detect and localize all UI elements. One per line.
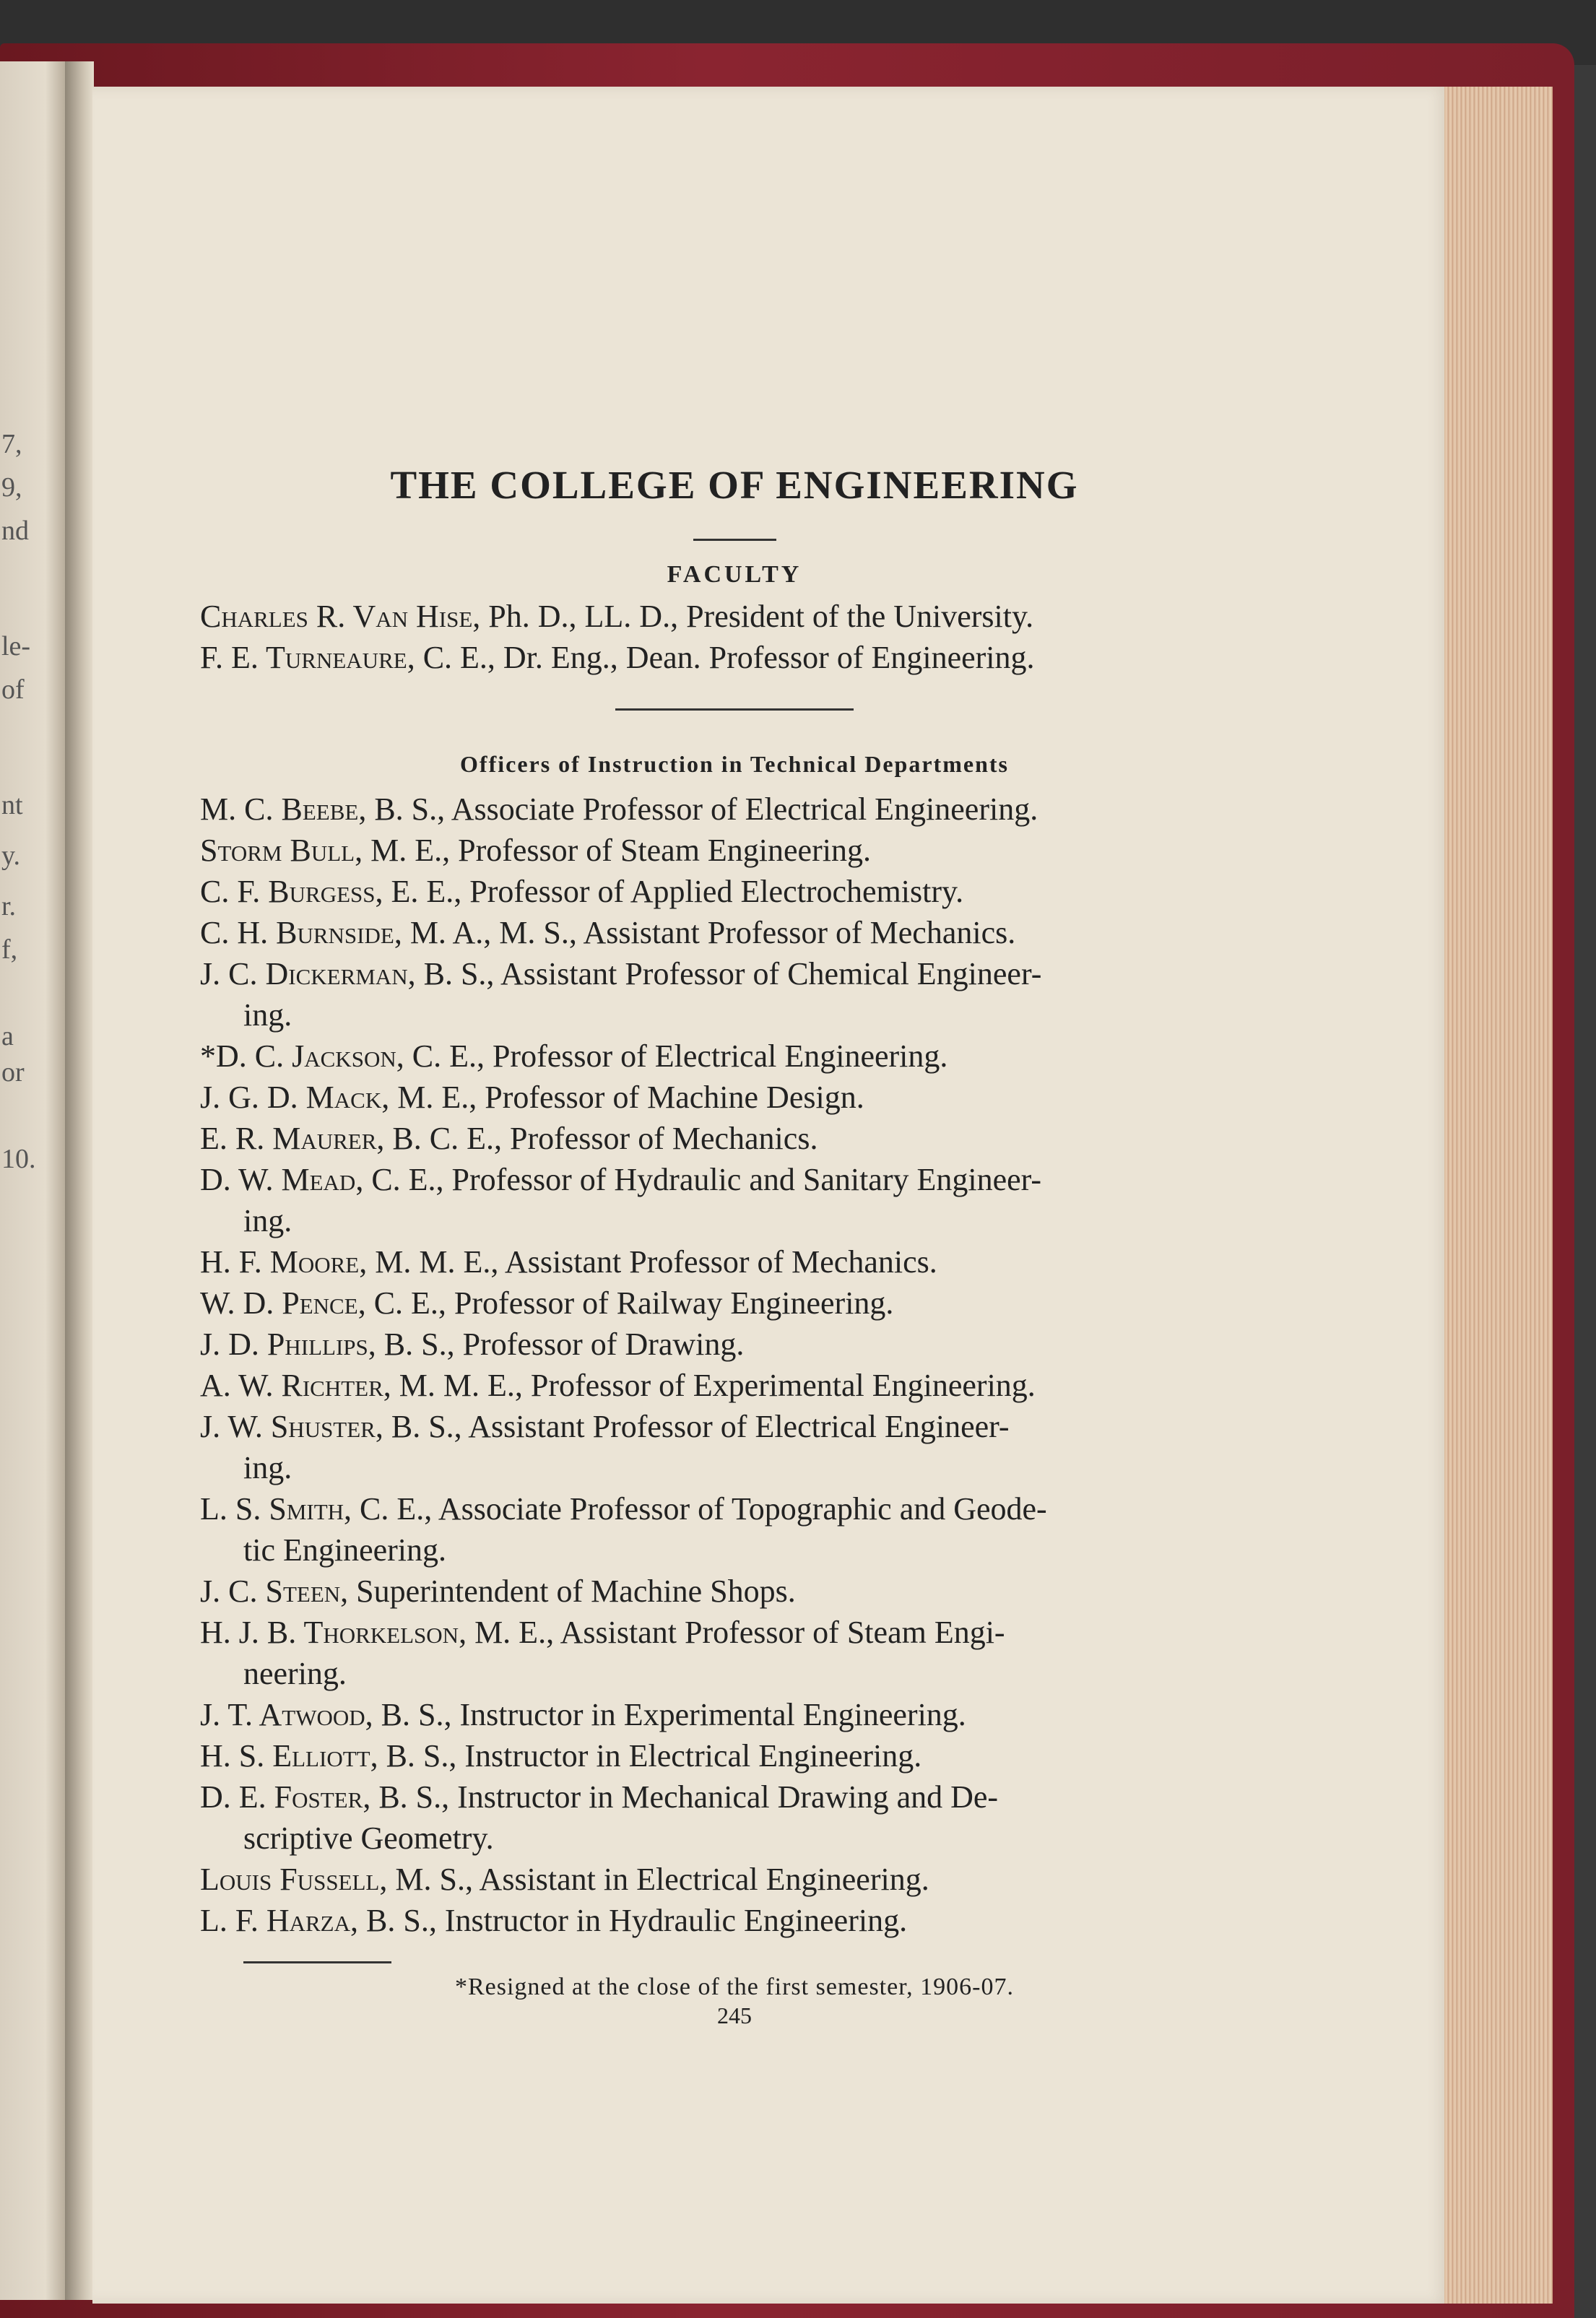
prev-margin-fragment: or (1, 1057, 25, 1088)
entry-text: , C. E., Dr. Eng., Dean. Professor of Engineering. (407, 640, 1035, 675)
entry-name: E. R. Maurer (200, 1121, 377, 1156)
page-text (200, 433, 1269, 2029)
entry-continuation: scriptive Geometry. (243, 1820, 494, 1856)
entry-name: C. H. Burnside (200, 915, 394, 950)
entry-line (200, 953, 1269, 994)
entry-name: J. G. D. Mack (200, 1080, 382, 1115)
entry-text: , B. S., Associate Professor of Electrical Engineering. (358, 791, 1038, 827)
entry-text: , B. C. E., Professor of Mechanics. (376, 1121, 818, 1156)
prev-margin-fragment: 9, (1, 472, 22, 503)
entry-line (200, 1241, 1269, 1282)
entry-line (200, 1118, 1269, 1159)
faculty-heading: FACULTY (667, 561, 802, 588)
entry-name: H. F. Moore (200, 1244, 360, 1280)
entry-name: Charles R. Van Hise (200, 599, 473, 634)
prev-margin-fragment: of (1, 674, 25, 705)
prev-margin-fragment: f, (1, 934, 18, 965)
entry-line (200, 1324, 1269, 1365)
prev-margin-fragment: nt (1, 790, 23, 820)
entry-name: W. D. Pence (200, 1285, 358, 1321)
footnote-rule (243, 1961, 391, 1963)
entry-line (200, 1571, 1269, 1612)
entry-line (200, 1735, 1269, 1776)
entry-text: , M. E., Professor of Machine Design. (381, 1080, 864, 1115)
officers-heading: Officers of Instruction in Technical Departments (460, 751, 1009, 777)
entry-line (200, 1859, 1269, 1900)
entry-text: , M. M. E., Professor of Experimental Engineering. (383, 1368, 1036, 1403)
entry-name: L. S. Smith (200, 1491, 344, 1527)
entry-line (200, 789, 1269, 830)
entry-line (200, 1776, 1269, 1818)
entry-text: , M. S., Assistant in Electrical Engineering. (379, 1862, 929, 1897)
entry-continuation: ing. (243, 1203, 292, 1238)
prev-margin-fragment: le- (1, 631, 31, 661)
entry-line (200, 1488, 1269, 1529)
entry-name: H. S. Elliott (200, 1738, 370, 1774)
title-rule (693, 539, 776, 541)
entry-name: D. E. Foster (200, 1779, 363, 1815)
entry-line (200, 1612, 1269, 1653)
entry-name: J. W. Shuster (200, 1409, 376, 1444)
entry-text: , C. E., Associate Professor of Topographic and Geode- (344, 1491, 1047, 1527)
entry-text: , E. E., Professor of Applied Electrochemistry. (375, 874, 964, 909)
entry-line (200, 596, 1269, 637)
entry-text: , B. S., Instructor in Hydraulic Engineering. (350, 1903, 908, 1938)
entry-name: Storm Bull (200, 833, 355, 868)
officers-list (200, 789, 1269, 1941)
prev-margin-fragment: 7, (1, 429, 22, 459)
entry-line (200, 1406, 1269, 1447)
entry-name: J. D. Phillips (200, 1327, 368, 1362)
entry-text: , Superintendent of Machine Shops. (340, 1573, 796, 1609)
entry-name: J. C. Dickerman (200, 956, 408, 991)
prev-margin-fragment: 10. (1, 1144, 36, 1174)
entry-line (200, 1282, 1269, 1324)
entry-name: Louis Fussell (200, 1862, 380, 1897)
entry-line (200, 637, 1269, 678)
entry-text: , M. M. E., Assistant Professor of Mechanics. (359, 1244, 937, 1280)
book-gutter (65, 61, 94, 2300)
entry-text: , M. E., Professor of Steam Engineering. (355, 833, 871, 868)
entry-name: M. C. Beebe (200, 791, 359, 827)
entry-line (200, 1036, 1269, 1077)
entry-line (200, 1900, 1269, 1941)
entry-text: , C. E., Professor of Hydraulic and Sanitary Engineer- (355, 1162, 1042, 1197)
entry-name: F. E. Turneaure (200, 640, 407, 675)
entry-continuation: ing. (243, 997, 292, 1033)
entry-line (200, 1159, 1269, 1200)
page-title: THE COLLEGE OF ENGINEERING (390, 463, 1079, 507)
prev-margin-fragment: a (1, 1021, 14, 1051)
entry-name: J. C. Steen (200, 1573, 341, 1609)
entry-continuation: ing. (243, 1450, 292, 1485)
entry-text: , C. E., Professor of Electrical Engineering. (396, 1038, 948, 1074)
entry-continuation: tic Engineering. (243, 1532, 447, 1568)
entry-name: *D. C. Jackson (200, 1038, 396, 1074)
faculty-list (200, 596, 1269, 678)
page-number: 245 (717, 2002, 752, 2028)
entry-text: , B. S., Professor of Drawing. (368, 1327, 745, 1362)
entry-text: , B. S., Instructor in Electrical Engineering. (370, 1738, 922, 1774)
entry-line (200, 1694, 1269, 1735)
entry-line (200, 1365, 1269, 1406)
entry-text: , B. S., Assistant Professor of Chemical Engineer- (407, 956, 1042, 991)
entry-name: L. F. Harza (200, 1903, 350, 1938)
prev-margin-fragment: r. (1, 891, 17, 921)
entry-name: J. T. Atwood (200, 1697, 365, 1732)
entry-continuation: neering. (243, 1656, 347, 1691)
entry-name: D. W. Mead (200, 1162, 356, 1197)
page-edges (1444, 87, 1560, 2304)
entry-name: A. W. Richter (200, 1368, 383, 1403)
entry-text: , M. A., M. S., Assistant Professor of Mechanics. (394, 915, 1016, 950)
previous-page-edge (0, 61, 65, 2300)
entry-line (200, 871, 1269, 912)
entry-text: , Ph. D., LL. D., President of the University. (472, 599, 1034, 634)
entry-line (200, 912, 1269, 953)
entry-text: , B. S., Assistant Professor of Electrical Engineer- (375, 1409, 1010, 1444)
footnote: *Resigned at the close of the first semester, 1906-07. (454, 1974, 1014, 2000)
entry-text: , C. E., Professor of Railway Engineering. (357, 1285, 894, 1321)
entry-text: , B. S., Instructor in Mechanical Drawing and De- (363, 1779, 999, 1815)
section-rule (615, 708, 854, 711)
entry-line (200, 830, 1269, 871)
entry-name: C. F. Burgess (200, 874, 376, 909)
entry-line (200, 1077, 1269, 1118)
entry-name: H. J. B. Thorkelson (200, 1615, 459, 1650)
prev-margin-fragment: nd (1, 516, 29, 546)
prev-margin-fragment: y. (1, 841, 21, 871)
entry-text: , M. E., Assistant Professor of Steam Engi- (459, 1615, 1005, 1650)
entry-text: , B. S., Instructor in Experimental Engineering. (365, 1697, 966, 1732)
